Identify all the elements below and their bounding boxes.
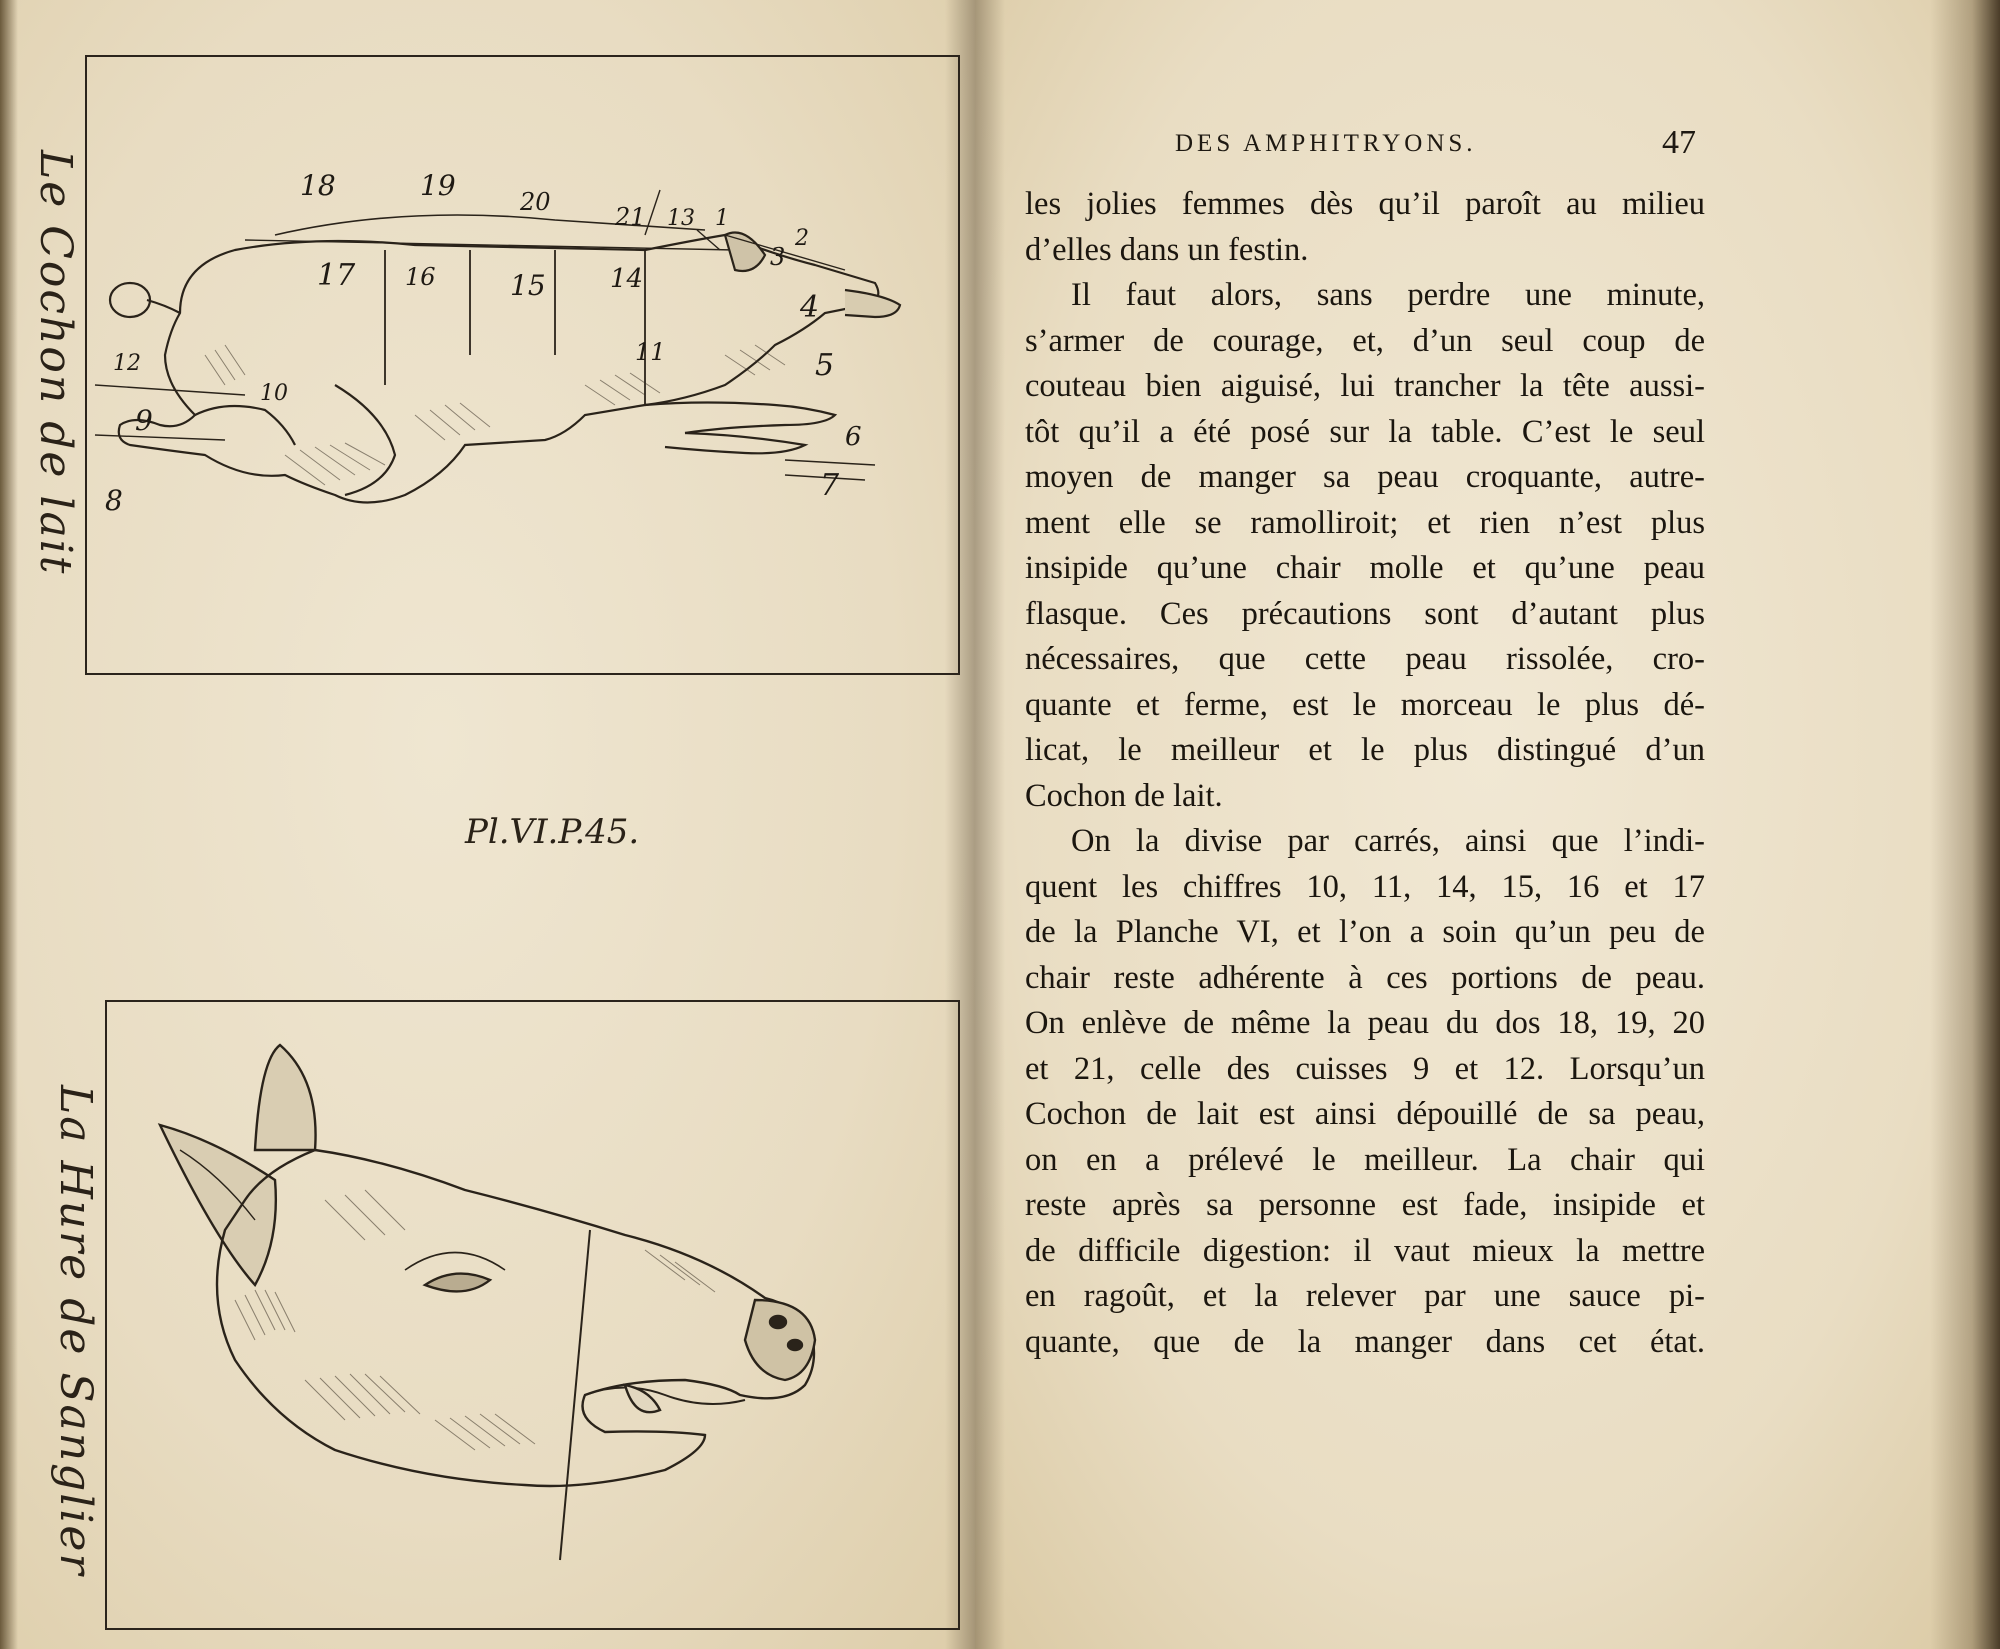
cut-number-4: 4: [800, 290, 820, 325]
text-line: On la divise par carrés, ainsi que l’indi-: [1071, 823, 1705, 859]
text-line: reste après sa personne est fade, insipide et: [1025, 1187, 1705, 1223]
plate-reference: Pl.VI.P.45.: [465, 812, 640, 852]
text-line: couteau bien aiguisé, lui trancher la tête aussi-: [1025, 368, 1705, 404]
text-line: de la Planche VI, et l’on a soin qu’un peu de: [1025, 914, 1705, 950]
text-line: de difficile digestion: il vaut mieux la mettre: [1025, 1232, 1705, 1269]
cut-number-13: 13: [667, 206, 695, 231]
text-line: Cochon de lait est ainsi dépouillé de sa peau,: [1025, 1096, 1705, 1132]
cut-number-16: 16: [405, 263, 436, 291]
text-line: licat, le meilleur et le plus distingué d’un: [1025, 732, 1705, 768]
boar-head-engraving: [105, 1000, 960, 1630]
text-line: chair reste adhérente à ces portions de peau.: [1025, 959, 1705, 996]
cut-number-3: 3: [770, 243, 786, 271]
cut-number-21: 21: [615, 203, 646, 231]
body-text: [1025, 182, 1705, 1365]
cut-number-6: 6: [845, 422, 862, 452]
cut-number-9: 9: [135, 404, 153, 437]
text-line: flasque. Ces précautions sont d’autant plus: [1025, 595, 1705, 632]
text-line: d’elles dans un festin.: [1025, 231, 1309, 268]
text-line: Cochon de lait.: [1025, 777, 1223, 814]
plate-caption-suckling-pig: Le Cochon de lait: [30, 150, 81, 576]
text-line: moyen de manger sa peau croquante, autre-: [1025, 459, 1705, 495]
cut-number-7: 7: [820, 468, 840, 503]
text-line: ment elle se ramolliroit; et rien n’est plus: [1025, 504, 1705, 541]
cut-number-17: 17: [317, 258, 356, 293]
text-line: on en a prélevé le meilleur. La chair qui: [1025, 1141, 1705, 1178]
cut-number-15: 15: [510, 269, 546, 302]
text-line: insipide qu’une chair molle et qu’une peau: [1025, 550, 1705, 586]
text-line: et 21, celle des cuisses 9 et 12. Lorsqu’un: [1025, 1050, 1705, 1087]
text-line: nécessaires, que cette peau rissolée, cro-: [1025, 641, 1705, 677]
text-line: quent les chiffres 10, 11, 14, 15, 16 et 17: [1025, 868, 1705, 905]
text-line: en ragoût, et la relever par une sauce pi-: [1025, 1278, 1705, 1314]
cut-number-5: 5: [815, 348, 835, 383]
text-line: s’armer de courage, et, d’un seul coup de: [1025, 322, 1705, 359]
cut-number-11: 11: [635, 338, 666, 366]
right-page-edge: [1930, 0, 2000, 1649]
cut-number-18: 18: [300, 169, 336, 202]
cut-number-12: 12: [113, 351, 141, 376]
running-head: DES AMPHITRYONS.: [1175, 130, 1477, 157]
text-line: les jolies femmes dès qu’il paroît au milieu: [1025, 186, 1705, 222]
plate-caption-boar-head: La Hure de Sanglier: [50, 1085, 101, 1577]
suckling-pig-engraving: [85, 55, 960, 675]
cut-number-19: 19: [420, 169, 456, 202]
cut-number-8: 8: [105, 484, 123, 517]
cut-number-20: 20: [520, 188, 551, 216]
text-line: quante et ferme, est le morceau le plus dé-: [1025, 686, 1705, 723]
cut-number-1: 1: [715, 206, 729, 231]
cut-number-14: 14: [610, 264, 644, 294]
text-line: Il faut alors, sans perdre une minute,: [1071, 277, 1705, 313]
page-number: 47: [1662, 124, 1696, 161]
text-line: tôt qu’il a été posé sur la table. C’est le seul: [1025, 413, 1705, 450]
text-line: On enlève de même la peau du dos 18, 19, 20: [1025, 1005, 1705, 1041]
text-line: quante, que de la manger dans cet état.: [1025, 1323, 1705, 1360]
left-page-edge: [0, 0, 18, 1649]
cut-number-2: 2: [795, 226, 809, 251]
cut-number-10: 10: [260, 381, 288, 406]
